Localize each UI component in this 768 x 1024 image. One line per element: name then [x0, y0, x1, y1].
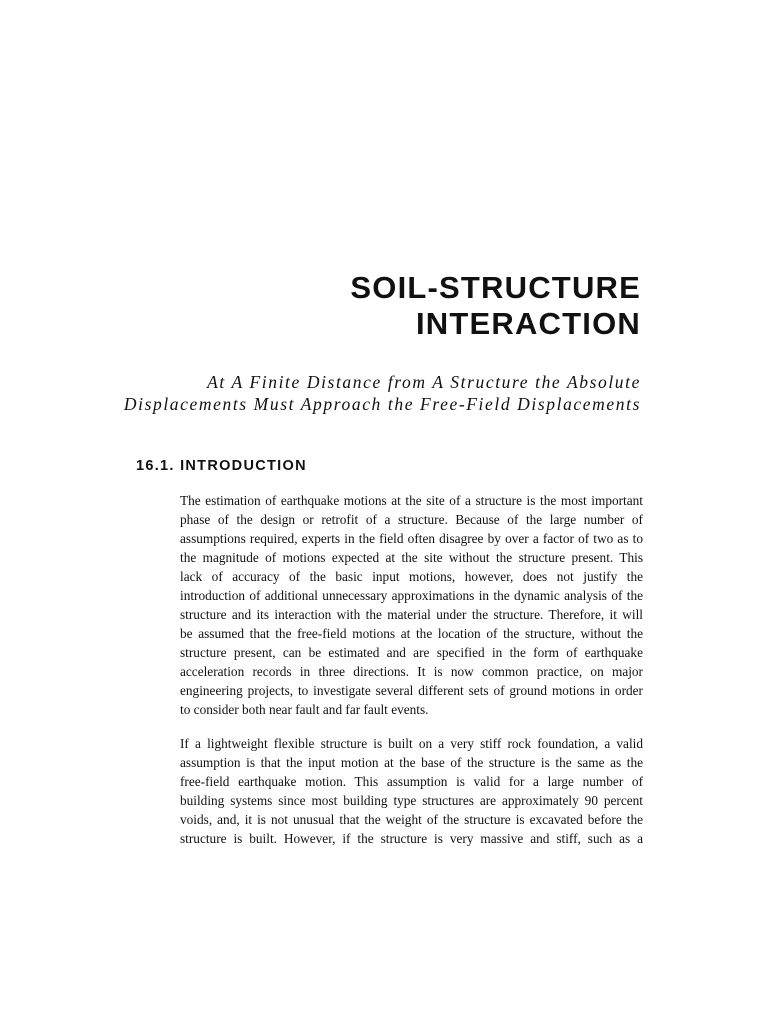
paragraph-line: assumption is that the input motion at the base of the structure is the same as the: [180, 755, 643, 770]
paragraph-line: free-field earthquake motion. This assumption is valid for a large number of: [180, 774, 643, 789]
paragraph-line: The estimation of earthquake motions at the site of a structure is the most important: [180, 493, 643, 508]
paragraph-line: to consider both near fault and far fault events.: [180, 702, 429, 717]
paragraph-line: building systems since most building type structures are approximately 90 percent: [180, 793, 643, 808]
paragraph-line: be assumed that the free-field motions at the location of the structure, without the: [180, 626, 643, 641]
paragraph-line: structure is built. However, if the structure is very massive and stiff, such as a: [180, 831, 643, 846]
paragraph-line: structure present, can be estimated and are specified in the form of earthquake: [180, 645, 643, 660]
paragraph-line: engineering projects, to investigate several different sets of ground motions in order: [180, 683, 643, 698]
epigraph-line: Displacements Must Approach the Free-Field Displacements: [123, 394, 641, 414]
paragraph-line: assumptions required, experts in the field often disagree by over a factor of two as to: [180, 531, 643, 546]
chapter-title-line: INTERACTION: [415, 306, 641, 341]
section-heading: 16.1. INTRODUCTION: [136, 458, 307, 474]
paragraph-introduction-2: [180, 734, 643, 848]
paragraph-line: voids, and, it is not unusual that the weight of the structure is excavated before the: [180, 812, 643, 827]
epigraph-line: At A Finite Distance from A Structure the Absolute: [207, 372, 641, 392]
paragraph-line: structure and its interaction with the material under the structure. Therefore, it will: [180, 607, 643, 622]
paragraph-line: introduction of additional unnecessary approximations in the dynamic analysis of the: [180, 588, 643, 603]
paragraph-line: phase of the design or retrofit of a structure. Because of the large number of: [180, 512, 643, 527]
paragraph-line: the magnitude of motions expected at the site without the structure present. This: [180, 550, 643, 565]
chapter-title-line: SOIL-STRUCTURE: [350, 270, 641, 305]
paragraph-line: If a lightweight flexible structure is built on a very stiff rock foundation, a valid: [180, 736, 643, 751]
paragraph-line: lack of accuracy of the basic input motions, however, does not justify the: [180, 569, 643, 584]
chapter-epigraph: [124, 371, 641, 415]
paragraph-introduction-1: [180, 491, 643, 719]
chapter-title: [350, 270, 641, 342]
paragraph-line: acceleration records in three directions. It is now common practice, on major: [180, 664, 643, 679]
